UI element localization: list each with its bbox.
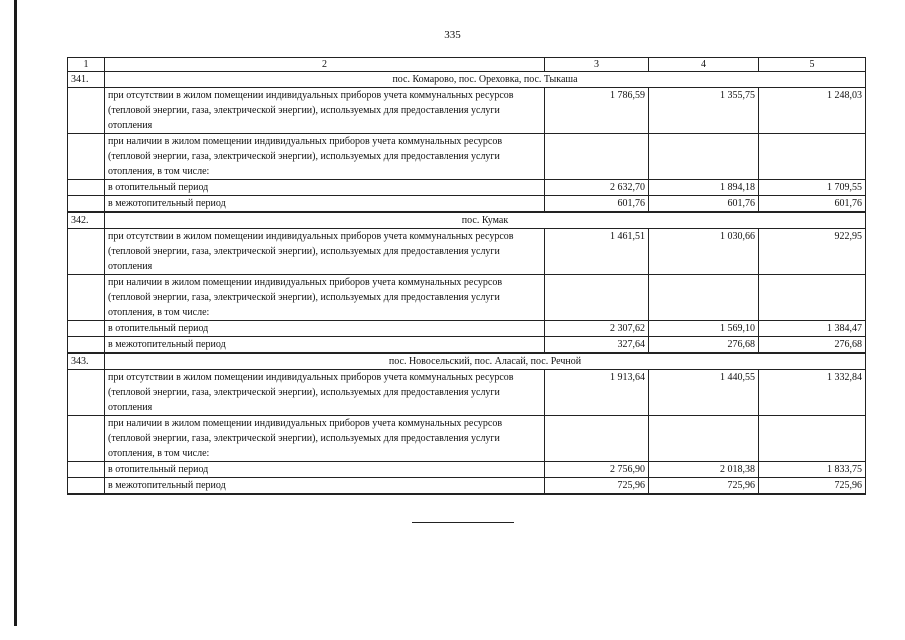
row-index: 343. <box>68 353 105 370</box>
row-index: 342. <box>68 212 105 229</box>
row-description: в отопительный период <box>105 180 545 196</box>
value-col-5: 601,76 <box>759 196 866 213</box>
value-col-3: 2 632,70 <box>545 180 649 196</box>
header-col-5: 5 <box>759 58 866 72</box>
value-col-4: 1 355,75 <box>649 88 759 134</box>
row-description: при отсутствии в жилом помещении индивидуальных приборов учета коммунальных ресурсов (тепловой энергии, газа, электрической энергии), используемых для предоставления услуги отопления <box>105 229 545 275</box>
table-row <box>68 462 866 478</box>
row-description: при отсутствии в жилом помещении индивидуальных приборов учета коммунальных ресурсов (тепловой энергии, газа, электрической энергии), используемых для предоставления услуги отопления <box>105 370 545 416</box>
settlement-name: пос. Кумак <box>105 212 866 229</box>
settlement-name: пос. Комарово, пос. Ореховка, пос. Тыкаша <box>105 72 866 88</box>
value-col-4: 601,76 <box>649 196 759 213</box>
value-col-3: 601,76 <box>545 196 649 213</box>
table-row <box>68 478 866 495</box>
row-description: при наличии в жилом помещении индивидуальных приборов учета коммунальных ресурсов (тепловой энергии, газа, электрической энергии), используемых для предоставления услуги отопления, в том числе: <box>105 416 545 462</box>
value-col-3: 1 461,51 <box>545 229 649 275</box>
value-col-5: 276,68 <box>759 337 866 354</box>
value-col-4: 276,68 <box>649 337 759 354</box>
row-index: 341. <box>68 72 105 88</box>
table-row <box>68 275 866 321</box>
row-description: в межотопительный период <box>105 337 545 354</box>
value-col-3: 2 307,62 <box>545 321 649 337</box>
value-col-5: 922,95 <box>759 229 866 275</box>
header-col-4: 4 <box>649 58 759 72</box>
table-row <box>68 88 866 134</box>
header-col-1: 1 <box>68 58 105 72</box>
row-description: при наличии в жилом помещении индивидуальных приборов учета коммунальных ресурсов (тепловой энергии, газа, электрической энергии), используемых для предоставления услуги отопления, в том числе: <box>105 275 545 321</box>
table-row <box>68 180 866 196</box>
value-col-3: 725,96 <box>545 478 649 495</box>
value-col-3: 1 786,59 <box>545 88 649 134</box>
value-col-3: 2 756,90 <box>545 462 649 478</box>
table-row <box>68 196 866 213</box>
value-col-5: 1 332,84 <box>759 370 866 416</box>
settlement-row <box>68 212 866 229</box>
value-col-4: 1 030,66 <box>649 229 759 275</box>
row-description: при наличии в жилом помещении индивидуальных приборов учета коммунальных ресурсов (тепловой энергии, газа, электрической энергии), используемых для предоставления услуги отопления, в том числе: <box>105 134 545 180</box>
header-row <box>68 58 866 72</box>
table-row <box>68 229 866 275</box>
tariff-table <box>67 57 866 495</box>
header-col-2: 2 <box>105 58 545 72</box>
table-row <box>68 370 866 416</box>
row-description: при отсутствии в жилом помещении индивидуальных приборов учета коммунальных ресурсов (тепловой энергии, газа, электрической энергии), используемых для предоставления услуги отопления <box>105 88 545 134</box>
row-description: в межотопительный период <box>105 478 545 495</box>
table-row <box>68 416 866 462</box>
value-col-4: 1 440,55 <box>649 370 759 416</box>
value-col-5: 1 384,47 <box>759 321 866 337</box>
binding-edge-bar <box>14 0 17 626</box>
end-of-document-rule <box>412 522 514 523</box>
value-col-4: 725,96 <box>649 478 759 495</box>
settlement-row <box>68 72 866 88</box>
row-description: в межотопительный период <box>105 196 545 213</box>
table-row <box>68 337 866 354</box>
value-col-5: 1 833,75 <box>759 462 866 478</box>
value-col-4: 1 569,10 <box>649 321 759 337</box>
table-row <box>68 134 866 180</box>
header-col-3: 3 <box>545 58 649 72</box>
value-col-4: 2 018,38 <box>649 462 759 478</box>
row-description: в отопительный период <box>105 462 545 478</box>
value-col-5: 1 248,03 <box>759 88 866 134</box>
page-number: 335 <box>444 29 461 41</box>
settlement-name: пос. Новосельский, пос. Аласай, пос. Речной <box>105 353 866 370</box>
value-col-4: 1 894,18 <box>649 180 759 196</box>
value-col-3: 1 913,64 <box>545 370 649 416</box>
settlement-row <box>68 353 866 370</box>
row-description: в отопительный период <box>105 321 545 337</box>
table-row <box>68 321 866 337</box>
value-col-5: 725,96 <box>759 478 866 495</box>
value-col-3: 327,64 <box>545 337 649 354</box>
value-col-5: 1 709,55 <box>759 180 866 196</box>
